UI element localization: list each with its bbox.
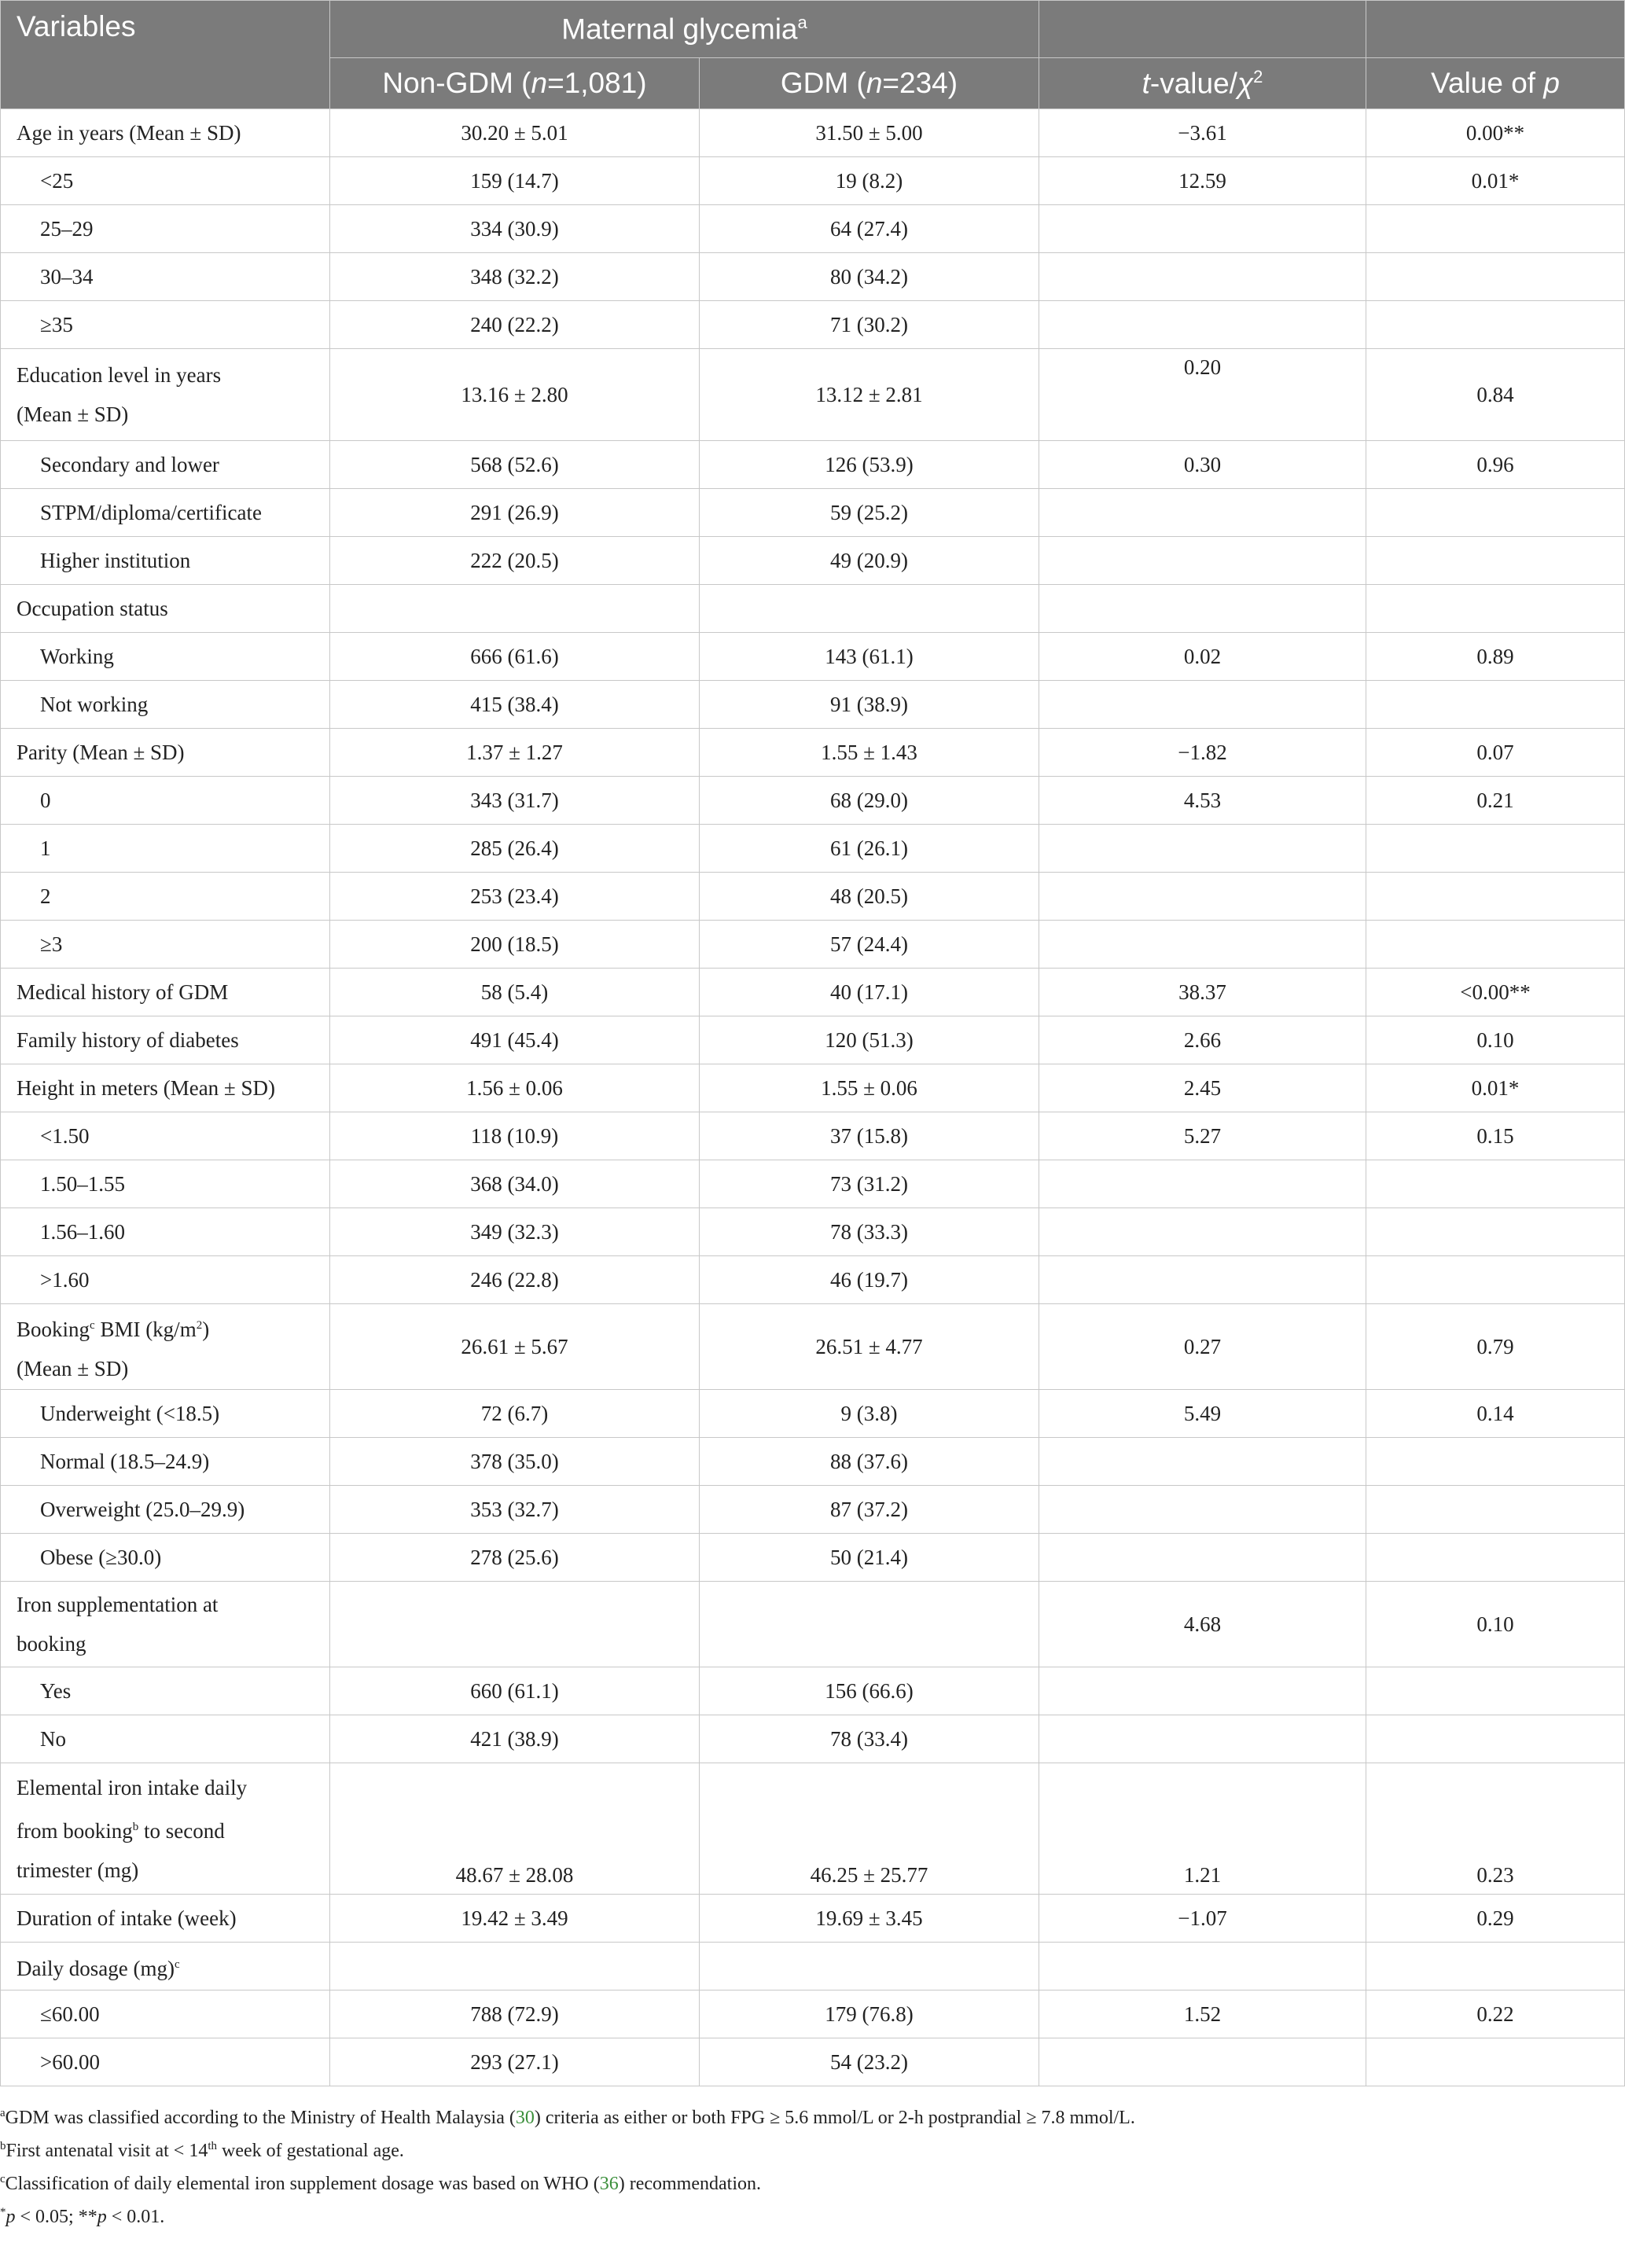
cell-p-value bbox=[1366, 1438, 1625, 1486]
row-label: 30–34 bbox=[1, 253, 330, 301]
cell-gdm: 120 (51.3) bbox=[700, 1016, 1039, 1064]
cell-gdm: 1.55 ± 0.06 bbox=[700, 1064, 1039, 1112]
row-label: Medical history of GDM bbox=[1, 969, 330, 1016]
table-row bbox=[1, 157, 1625, 205]
row-label: Working bbox=[1, 633, 330, 681]
cell-non-gdm: 353 (32.7) bbox=[330, 1486, 700, 1534]
table-row bbox=[1, 1534, 1625, 1582]
row-label: Normal (18.5–24.9) bbox=[1, 1438, 330, 1486]
cell-non-gdm: 421 (38.9) bbox=[330, 1715, 700, 1763]
cell-t-value bbox=[1039, 253, 1366, 301]
cell-non-gdm: 222 (20.5) bbox=[330, 537, 700, 585]
cell-non-gdm: 491 (45.4) bbox=[330, 1016, 700, 1064]
table-row bbox=[1, 825, 1625, 873]
cell-gdm: 91 (38.9) bbox=[700, 681, 1039, 729]
cell-t-value bbox=[1039, 585, 1366, 633]
row-label: Obese (≥30.0) bbox=[1, 1534, 330, 1582]
footnote-significance: *p < 0.05; **p < 0.01. bbox=[0, 2206, 165, 2227]
table-row bbox=[1, 1112, 1625, 1160]
cell-non-gdm: 368 (34.0) bbox=[330, 1160, 700, 1208]
table-row bbox=[1, 489, 1625, 537]
row-label: Education level in years (Mean ± SD) bbox=[1, 349, 330, 441]
cell-non-gdm: 291 (26.9) bbox=[330, 489, 700, 537]
row-label: Height in meters (Mean ± SD) bbox=[1, 1064, 330, 1112]
row-label: Duration of intake (week) bbox=[1, 1895, 330, 1943]
table-row bbox=[1, 1016, 1625, 1064]
cell-gdm: 26.51 ± 4.77 bbox=[700, 1304, 1039, 1390]
cell-non-gdm: 253 (23.4) bbox=[330, 873, 700, 921]
cell-t-value: 0.02 bbox=[1039, 633, 1366, 681]
table-row bbox=[1, 441, 1625, 489]
cell-non-gdm: 26.61 ± 5.67 bbox=[330, 1304, 700, 1390]
cell-p-value: 0.01* bbox=[1366, 157, 1625, 205]
cell-non-gdm: 1.37 ± 1.27 bbox=[330, 729, 700, 777]
cell-t-value: 12.59 bbox=[1039, 157, 1366, 205]
row-label: Secondary and lower bbox=[1, 441, 330, 489]
row-label: >60.00 bbox=[1, 2038, 330, 2086]
cell-gdm: 73 (31.2) bbox=[700, 1160, 1039, 1208]
table-row bbox=[1, 1390, 1625, 1438]
table-row bbox=[1, 537, 1625, 585]
cell-p-value bbox=[1366, 301, 1625, 349]
cell-gdm: 78 (33.3) bbox=[700, 1208, 1039, 1256]
cell-p-value bbox=[1366, 2038, 1625, 2086]
cell-gdm: 49 (20.9) bbox=[700, 537, 1039, 585]
cell-p-value bbox=[1366, 1160, 1625, 1208]
cell-p-value: 0.10 bbox=[1366, 1016, 1625, 1064]
cell-gdm: 126 (53.9) bbox=[700, 441, 1039, 489]
cell-p-value bbox=[1366, 585, 1625, 633]
cell-non-gdm: 293 (27.1) bbox=[330, 2038, 700, 2086]
table-row bbox=[1, 585, 1625, 633]
footnote-c: $^c$Classification of daily elemental iron supplement dosage was based on WHO (36) recommendation. bbox=[0, 2173, 761, 2194]
cell-non-gdm: 118 (10.9) bbox=[330, 1112, 700, 1160]
table-row bbox=[1, 729, 1625, 777]
cell-non-gdm: 349 (32.3) bbox=[330, 1208, 700, 1256]
cell-p-value: 0.15 bbox=[1366, 1112, 1625, 1160]
footnote-a: $^a$GDM was classified according to the Ministry of Health Malaysia (30) criteria as either or both FPG ≥ 5.6 mmol/L or 2-h postprandial ≥ 7.8 mmol/L. bbox=[0, 2107, 1135, 2128]
cell-p-value bbox=[1366, 537, 1625, 585]
cell-t-value bbox=[1039, 1486, 1366, 1534]
cell-gdm bbox=[700, 1943, 1039, 1990]
cell-non-gdm: 568 (52.6) bbox=[330, 441, 700, 489]
cell-t-value: 0.27 bbox=[1039, 1304, 1366, 1390]
cell-gdm: 19 (8.2) bbox=[700, 157, 1039, 205]
header-t-value: $t-value/\chi^2$ bbox=[1039, 58, 1366, 109]
cell-gdm: 54 (23.2) bbox=[700, 2038, 1039, 2086]
cell-p-value bbox=[1366, 1256, 1625, 1304]
row-label: Higher institution bbox=[1, 537, 330, 585]
cell-p-value bbox=[1366, 873, 1625, 921]
table-row bbox=[1, 205, 1625, 253]
footnote-b: $^b$First antenatal visit at < 14th week of gestational age. bbox=[0, 2140, 404, 2161]
table-row bbox=[1, 349, 1625, 441]
table-row bbox=[1, 969, 1625, 1016]
cell-gdm: 143 (61.1) bbox=[700, 633, 1039, 681]
cell-non-gdm bbox=[330, 1943, 700, 1990]
cell-p-value bbox=[1366, 253, 1625, 301]
cell-t-value bbox=[1039, 1943, 1366, 1990]
cell-gdm: 13.12 ± 2.81 bbox=[700, 349, 1039, 441]
cell-non-gdm: 30.20 ± 5.01 bbox=[330, 109, 700, 157]
cell-non-gdm: 240 (22.2) bbox=[330, 301, 700, 349]
table-footnotes bbox=[0, 2099, 1619, 2231]
cell-gdm: 46.25 ± 25.77 bbox=[700, 1763, 1039, 1895]
cell-gdm: 68 (29.0) bbox=[700, 777, 1039, 825]
cell-p-value bbox=[1366, 1208, 1625, 1256]
cell-t-value bbox=[1039, 537, 1366, 585]
cell-non-gdm: 13.16 ± 2.80 bbox=[330, 349, 700, 441]
cell-t-value: −1.07 bbox=[1039, 1895, 1366, 1943]
cell-gdm: 71 (30.2) bbox=[700, 301, 1039, 349]
cell-non-gdm: 1.56 ± 0.06 bbox=[330, 1064, 700, 1112]
row-label: Iron supplementation at booking bbox=[1, 1582, 330, 1667]
cell-t-value bbox=[1039, 1667, 1366, 1715]
cell-t-value bbox=[1039, 825, 1366, 873]
cell-gdm: 1.55 ± 1.43 bbox=[700, 729, 1039, 777]
row-label: 25–29 bbox=[1, 205, 330, 253]
table-row bbox=[1, 1715, 1625, 1763]
cell-gdm: 61 (26.1) bbox=[700, 825, 1039, 873]
row-label: Not working bbox=[1, 681, 330, 729]
cell-t-value: 0.20 bbox=[1039, 349, 1366, 441]
row-label: Underweight (<18.5) bbox=[1, 1390, 330, 1438]
cell-t-value: 0.30 bbox=[1039, 441, 1366, 489]
row-label: Daily dosage (mg)$^c$ bbox=[1, 1943, 330, 1990]
table-row bbox=[1, 1486, 1625, 1534]
cell-non-gdm: 415 (38.4) bbox=[330, 681, 700, 729]
table-row bbox=[1, 1438, 1625, 1486]
cell-p-value bbox=[1366, 1486, 1625, 1534]
cell-t-value: 5.27 bbox=[1039, 1112, 1366, 1160]
cell-p-value: 0.21 bbox=[1366, 777, 1625, 825]
header-maternal-glycemia: Maternal glycemia$^a$ bbox=[330, 1, 1039, 58]
table-row bbox=[1, 873, 1625, 921]
table-row bbox=[1, 681, 1625, 729]
cell-t-value: 1.21 bbox=[1039, 1763, 1366, 1895]
reference-link-30[interactable]: 30 bbox=[515, 2108, 535, 2128]
cell-non-gdm: 378 (35.0) bbox=[330, 1438, 700, 1486]
cell-t-value bbox=[1039, 873, 1366, 921]
table-row bbox=[1, 253, 1625, 301]
cell-p-value: 0.22 bbox=[1366, 1990, 1625, 2038]
cell-t-value: 1.52 bbox=[1039, 1990, 1366, 2038]
table-row bbox=[1, 1667, 1625, 1715]
cell-t-value bbox=[1039, 681, 1366, 729]
reference-link-36[interactable]: 36 bbox=[599, 2174, 619, 2194]
cell-t-value: 5.49 bbox=[1039, 1390, 1366, 1438]
cell-non-gdm: 348 (32.2) bbox=[330, 253, 700, 301]
cell-non-gdm: 788 (72.9) bbox=[330, 1990, 700, 2038]
table-header bbox=[1, 1, 1625, 109]
table-row bbox=[1, 1208, 1625, 1256]
cell-non-gdm: 159 (14.7) bbox=[330, 157, 700, 205]
cell-p-value: <0.00** bbox=[1366, 969, 1625, 1016]
table-row bbox=[1, 1895, 1625, 1943]
cell-gdm: 57 (24.4) bbox=[700, 921, 1039, 969]
cell-non-gdm: 334 (30.9) bbox=[330, 205, 700, 253]
row-label: >1.60 bbox=[1, 1256, 330, 1304]
cell-t-value bbox=[1039, 1438, 1366, 1486]
table-row bbox=[1, 1256, 1625, 1304]
cell-t-value bbox=[1039, 1534, 1366, 1582]
table-row bbox=[1, 1943, 1625, 1990]
row-label: ≤60.00 bbox=[1, 1990, 330, 2038]
cell-non-gdm: 58 (5.4) bbox=[330, 969, 700, 1016]
table-row bbox=[1, 109, 1625, 157]
cell-non-gdm: 72 (6.7) bbox=[330, 1390, 700, 1438]
cell-non-gdm: 48.67 ± 28.08 bbox=[330, 1763, 700, 1895]
cell-t-value bbox=[1039, 1715, 1366, 1763]
cell-t-value: 2.66 bbox=[1039, 1016, 1366, 1064]
row-label: ≥35 bbox=[1, 301, 330, 349]
table-row bbox=[1, 777, 1625, 825]
cell-p-value bbox=[1366, 681, 1625, 729]
cell-p-value: 0.00** bbox=[1366, 109, 1625, 157]
table-row bbox=[1, 1064, 1625, 1112]
cell-t-value bbox=[1039, 489, 1366, 537]
table-row bbox=[1, 1763, 1625, 1895]
cell-t-value: 4.53 bbox=[1039, 777, 1366, 825]
cell-gdm: 37 (15.8) bbox=[700, 1112, 1039, 1160]
row-label: Booking$^c$ BMI (kg/m$^2$) (Mean ± SD) bbox=[1, 1304, 330, 1390]
cell-p-value bbox=[1366, 1667, 1625, 1715]
table-row bbox=[1, 1160, 1625, 1208]
row-label: Yes bbox=[1, 1667, 330, 1715]
cell-t-value bbox=[1039, 205, 1366, 253]
table-row bbox=[1, 1304, 1625, 1390]
cell-t-value: 4.68 bbox=[1039, 1582, 1366, 1667]
row-label: Family history of diabetes bbox=[1, 1016, 330, 1064]
cell-p-value: 0.14 bbox=[1366, 1390, 1625, 1438]
cell-p-value: 0.79 bbox=[1366, 1304, 1625, 1390]
cell-gdm bbox=[700, 585, 1039, 633]
cell-t-value bbox=[1039, 1160, 1366, 1208]
row-label: No bbox=[1, 1715, 330, 1763]
cell-t-value bbox=[1039, 1256, 1366, 1304]
cell-non-gdm: 660 (61.1) bbox=[330, 1667, 700, 1715]
row-label: Age in years (Mean ± SD) bbox=[1, 109, 330, 157]
cell-gdm: 80 (34.2) bbox=[700, 253, 1039, 301]
row-label: 1.50–1.55 bbox=[1, 1160, 330, 1208]
cell-p-value: 0.29 bbox=[1366, 1895, 1625, 1943]
cell-p-value bbox=[1366, 205, 1625, 253]
header-variables: Variables bbox=[1, 1, 330, 109]
cell-p-value: 0.89 bbox=[1366, 633, 1625, 681]
cell-non-gdm: 19.42 ± 3.49 bbox=[330, 1895, 700, 1943]
cell-non-gdm bbox=[330, 1582, 700, 1667]
row-label: <1.50 bbox=[1, 1112, 330, 1160]
row-label: Elemental iron intake daily from booking$^b$ to second trimester (mg) bbox=[1, 1763, 330, 1895]
cell-p-value: 0.84 bbox=[1366, 349, 1625, 441]
cell-non-gdm: 285 (26.4) bbox=[330, 825, 700, 873]
cell-gdm: 179 (76.8) bbox=[700, 1990, 1039, 2038]
cell-p-value: 0.96 bbox=[1366, 441, 1625, 489]
cell-p-value: 0.07 bbox=[1366, 729, 1625, 777]
cell-gdm bbox=[700, 1582, 1039, 1667]
table-row bbox=[1, 301, 1625, 349]
row-label: 1 bbox=[1, 825, 330, 873]
row-label: 1.56–1.60 bbox=[1, 1208, 330, 1256]
header-p-value: Value of p bbox=[1366, 58, 1625, 109]
cell-gdm: 78 (33.4) bbox=[700, 1715, 1039, 1763]
cell-t-value: 2.45 bbox=[1039, 1064, 1366, 1112]
cell-gdm: 64 (27.4) bbox=[700, 205, 1039, 253]
row-label: 0 bbox=[1, 777, 330, 825]
cell-t-value: 38.37 bbox=[1039, 969, 1366, 1016]
cell-p-value bbox=[1366, 921, 1625, 969]
header-blank-1 bbox=[1039, 1, 1366, 58]
cell-t-value: −1.82 bbox=[1039, 729, 1366, 777]
cell-p-value: 0.23 bbox=[1366, 1763, 1625, 1895]
cell-non-gdm: 200 (18.5) bbox=[330, 921, 700, 969]
cell-gdm: 156 (66.6) bbox=[700, 1667, 1039, 1715]
cell-p-value: 0.01* bbox=[1366, 1064, 1625, 1112]
cell-gdm: 59 (25.2) bbox=[700, 489, 1039, 537]
table-row bbox=[1, 1582, 1625, 1667]
row-label: 2 bbox=[1, 873, 330, 921]
row-label: ≥3 bbox=[1, 921, 330, 969]
cell-t-value bbox=[1039, 301, 1366, 349]
table-body bbox=[1, 109, 1625, 2086]
cell-t-value bbox=[1039, 921, 1366, 969]
cell-gdm: 88 (37.6) bbox=[700, 1438, 1039, 1486]
cell-gdm: 87 (37.2) bbox=[700, 1486, 1039, 1534]
cell-gdm: 48 (20.5) bbox=[700, 873, 1039, 921]
cell-p-value bbox=[1366, 825, 1625, 873]
cell-p-value bbox=[1366, 1715, 1625, 1763]
cell-p-value: 0.10 bbox=[1366, 1582, 1625, 1667]
cell-gdm: 19.69 ± 3.45 bbox=[700, 1895, 1039, 1943]
table-row bbox=[1, 2038, 1625, 2086]
header-blank-2 bbox=[1366, 1, 1625, 58]
header-non-gdm: Non-GDM (n=1,081) bbox=[330, 58, 700, 109]
cell-non-gdm bbox=[330, 585, 700, 633]
table-row bbox=[1, 633, 1625, 681]
cell-t-value bbox=[1039, 2038, 1366, 2086]
cell-gdm: 40 (17.1) bbox=[700, 969, 1039, 1016]
cell-gdm: 31.50 ± 5.00 bbox=[700, 109, 1039, 157]
row-label: STPM/diploma/certificate bbox=[1, 489, 330, 537]
cell-gdm: 9 (3.8) bbox=[700, 1390, 1039, 1438]
cell-gdm: 50 (21.4) bbox=[700, 1534, 1039, 1582]
cell-non-gdm: 343 (31.7) bbox=[330, 777, 700, 825]
row-label: <25 bbox=[1, 157, 330, 205]
cell-t-value: −3.61 bbox=[1039, 109, 1366, 157]
row-label: Occupation status bbox=[1, 585, 330, 633]
row-label: Overweight (25.0–29.9) bbox=[1, 1486, 330, 1534]
header-gdm: GDM (n=234) bbox=[700, 58, 1039, 109]
cell-p-value bbox=[1366, 1943, 1625, 1990]
cell-p-value bbox=[1366, 1534, 1625, 1582]
row-label: Parity (Mean ± SD) bbox=[1, 729, 330, 777]
cell-t-value bbox=[1039, 1208, 1366, 1256]
cell-p-value bbox=[1366, 489, 1625, 537]
cell-non-gdm: 278 (25.6) bbox=[330, 1534, 700, 1582]
cell-gdm: 46 (19.7) bbox=[700, 1256, 1039, 1304]
table-row bbox=[1, 921, 1625, 969]
table-row bbox=[1, 1990, 1625, 2038]
cell-non-gdm: 246 (22.8) bbox=[330, 1256, 700, 1304]
cell-non-gdm: 666 (61.6) bbox=[330, 633, 700, 681]
